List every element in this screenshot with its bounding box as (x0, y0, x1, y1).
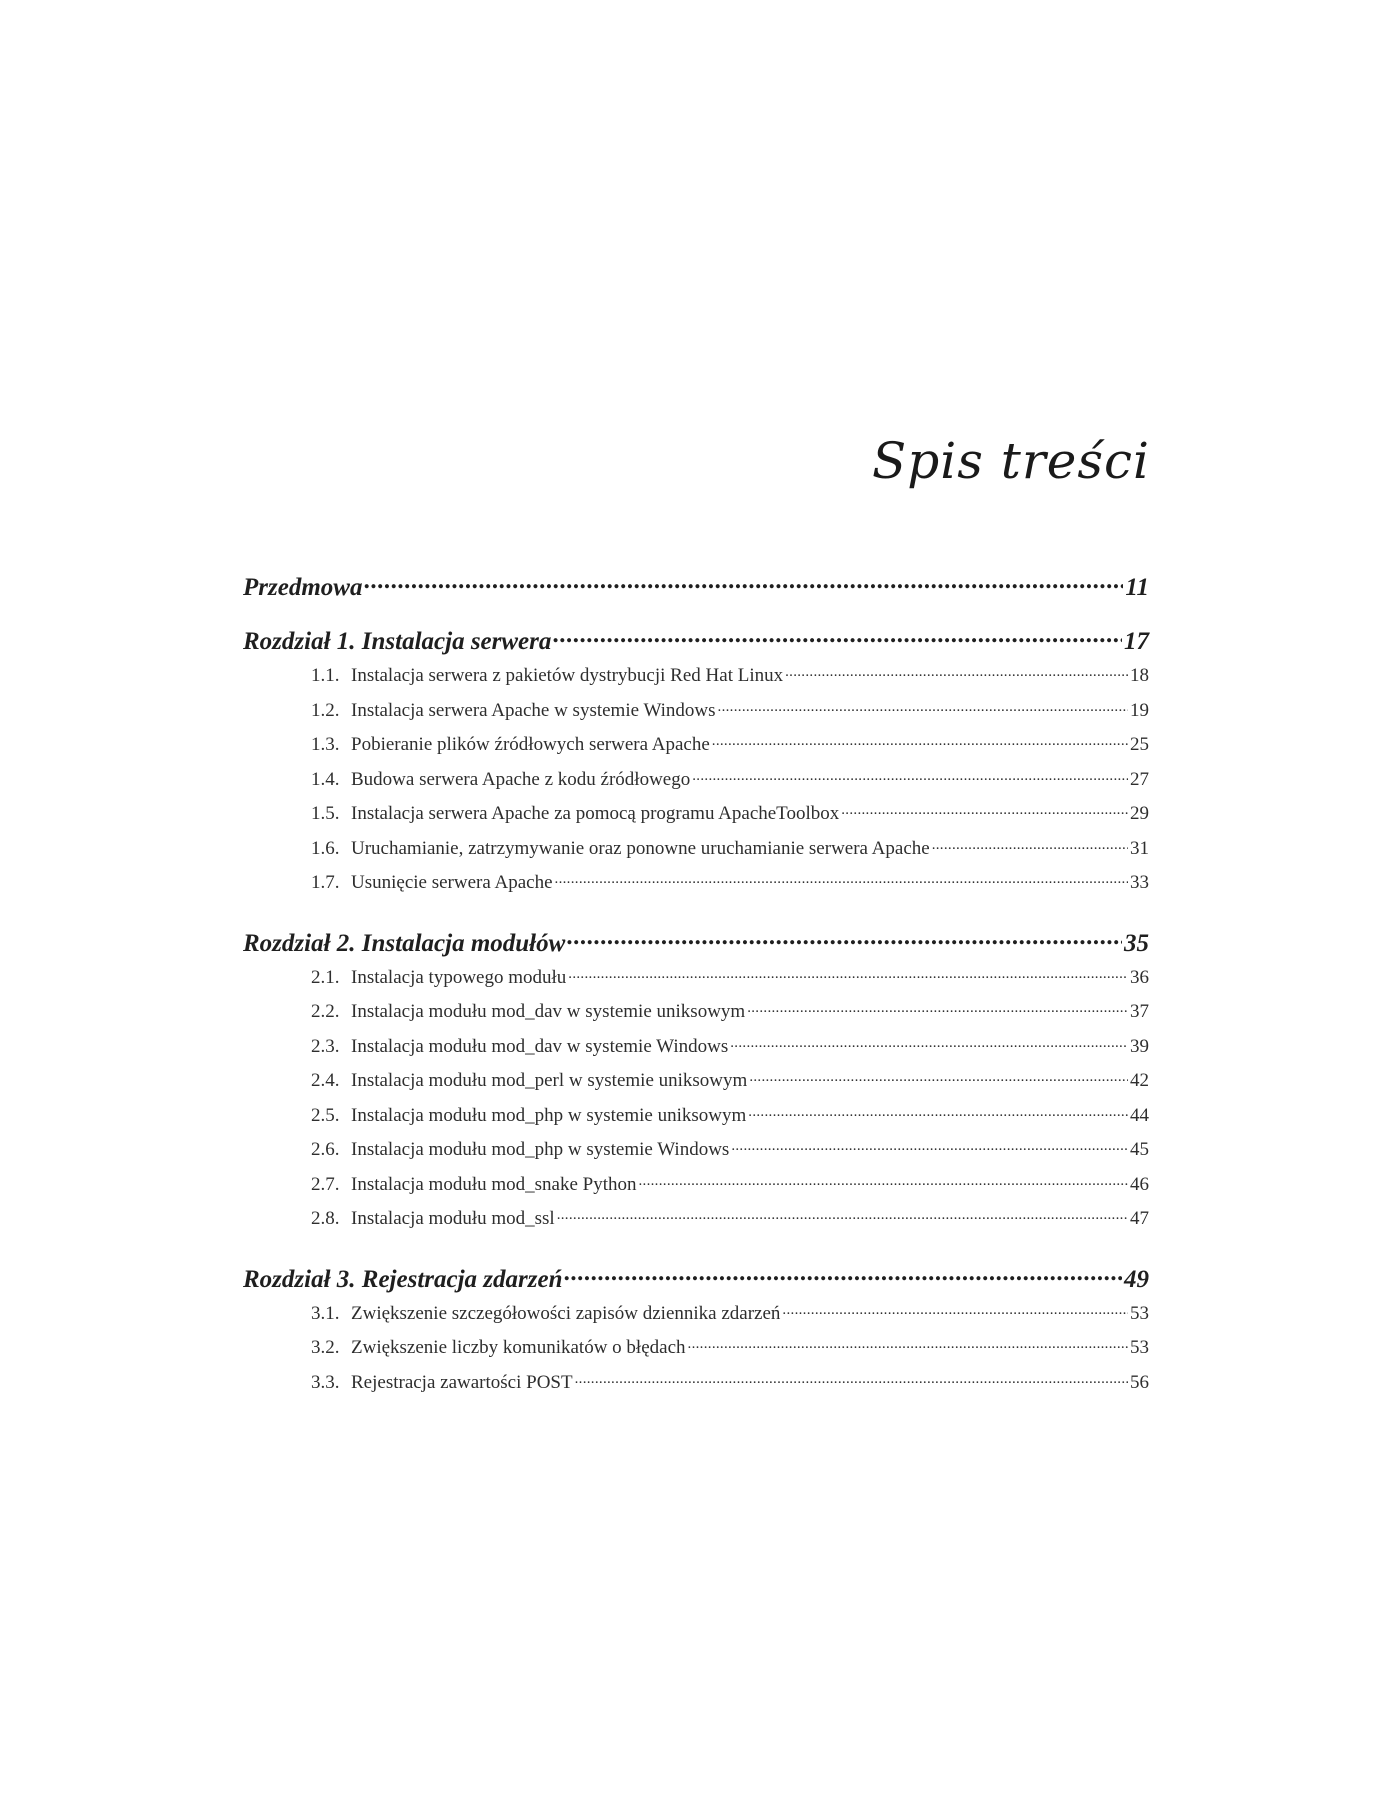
toc-section-list (243, 659, 1149, 901)
toc-section-row[interactable] (243, 1064, 1149, 1099)
toc-page-number: 35 (1124, 929, 1149, 957)
toc-chapter-3 (243, 1257, 1149, 1401)
toc-section-list (243, 961, 1149, 1237)
toc-page-number: 53 (1130, 1302, 1149, 1324)
toc-page-number: 53 (1130, 1337, 1149, 1358)
toc-section-row[interactable] (243, 728, 1149, 763)
toc-section-number: 1.5. (311, 803, 340, 824)
toc-section-label: Uruchamianie, zatrzymywanie oraz ponowne uruchamianie serwera Apache (351, 837, 930, 859)
toc-section-row[interactable] (243, 1168, 1149, 1203)
toc-page-number: 17 (1124, 628, 1149, 655)
toc-section-label: Instalacja modułu mod_dav w systemie uniksowym (351, 1001, 746, 1022)
toc-section-label: Instalacja modułu mod_ssl (351, 1208, 555, 1229)
toc-section-row[interactable] (243, 961, 1149, 996)
toc-page-number: 11 (1125, 574, 1149, 601)
toc-section-label: Usunięcie serwera Apache (351, 872, 553, 893)
toc-dot-leader (841, 797, 1128, 819)
toc-section-row[interactable] (243, 694, 1149, 729)
toc-page-number: 46 (1130, 1173, 1149, 1195)
toc-page-number: 33 (1130, 872, 1149, 893)
toc-section-row[interactable] (243, 1133, 1149, 1168)
toc-dot-leader (688, 1331, 1128, 1353)
toc-section-number: 2.8. (311, 1208, 340, 1229)
toc-dot-leader (748, 1099, 1128, 1121)
toc-section-label: Instalacja modułu mod_snake Python (351, 1173, 637, 1195)
toc-page-number: 27 (1130, 768, 1149, 790)
toc-section-label: Instalacja modułu mod_php w systemie uniksowym (351, 1104, 747, 1126)
toc-dot-leader (692, 763, 1128, 785)
toc-section-label: Instalacja modułu mod_dav w systemie Windows (351, 1035, 729, 1057)
toc-section-label: Pobieranie plików źródłowych serwera Apache (351, 734, 710, 755)
toc-section-label: Budowa serwera Apache z kodu źródłowego (351, 768, 691, 790)
toc-section-row[interactable] (243, 1030, 1149, 1065)
toc-dot-leader (638, 1168, 1128, 1190)
toc-section-list (243, 1297, 1149, 1401)
toc-page-number: 47 (1130, 1208, 1149, 1229)
toc-section-row[interactable] (243, 995, 1149, 1030)
toc-section-label: Instalacja modułu mod_perl w systemie uniksowym (351, 1070, 748, 1091)
toc-chapter-preface (243, 565, 1149, 599)
toc-section-label: Instalacja serwera Apache w systemie Windows (351, 699, 716, 721)
toc-chapter-label: Przedmowa (243, 574, 363, 601)
toc-dot-leader (557, 1202, 1128, 1224)
toc-chapter-row[interactable] (243, 921, 1149, 955)
toc-chapter-label: Rozdział 3. Rejestracja zdarzeń (243, 1265, 563, 1293)
toc-section-row[interactable] (243, 1099, 1149, 1134)
toc-dot-leader (555, 866, 1128, 888)
toc-section-number: 1.4. (311, 768, 340, 790)
toc-dot-leader (575, 1366, 1128, 1388)
toc-section-number: 2.2. (311, 1001, 340, 1022)
toc-section-row[interactable] (243, 659, 1149, 694)
toc-section-number: 3.1. (311, 1302, 340, 1324)
toc-dot-leader (567, 921, 1122, 951)
toc-chapter-row[interactable] (243, 565, 1149, 599)
toc-section-label: Zwiększenie liczby komunikatów o błędach (351, 1337, 686, 1358)
toc-section-number: 2.5. (311, 1104, 340, 1126)
toc-page-number: 25 (1130, 734, 1149, 755)
toc-section-row[interactable] (243, 797, 1149, 832)
toc-dot-leader (747, 995, 1128, 1017)
toc-section-label: Zwiększenie szczegółowości zapisów dziennika zdarzeń (351, 1302, 781, 1324)
toc-section-row[interactable] (243, 832, 1149, 867)
page-title: Spis treści (871, 432, 1150, 490)
toc-page-number: 37 (1130, 1001, 1149, 1022)
toc-section-number: 3.2. (311, 1337, 340, 1358)
toc-section-number: 1.6. (311, 837, 340, 859)
toc-page-number: 19 (1130, 699, 1149, 721)
toc-section-number: 2.4. (311, 1070, 340, 1091)
toc-section-label: Rejestracja zawartości POST (351, 1371, 573, 1393)
toc-dot-leader (568, 961, 1128, 983)
toc-section-row[interactable] (243, 1202, 1149, 1237)
toc-chapter-label: Rozdział 1. Instalacja serwera (243, 628, 552, 655)
toc-section-label: Instalacja serwera Apache za pomocą programu ApacheToolbox (351, 803, 840, 824)
toc-section-row[interactable] (243, 1366, 1149, 1401)
toc-chapter-1 (243, 619, 1149, 901)
toc-section-number: 1.1. (311, 665, 340, 686)
toc-page-number: 42 (1130, 1070, 1149, 1091)
toc-section-number: 2.1. (311, 966, 340, 988)
toc-dot-leader (782, 1297, 1128, 1319)
toc-section-label: Instalacja typowego modułu (351, 966, 567, 988)
toc-page-number: 36 (1130, 966, 1149, 988)
toc-section-number: 1.2. (311, 699, 340, 721)
toc-section-row[interactable] (243, 866, 1149, 901)
toc-dot-leader (731, 1133, 1128, 1155)
toc-page-number: 45 (1130, 1139, 1149, 1160)
toc-section-number: 3.3. (311, 1371, 340, 1393)
toc-section-number: 2.6. (311, 1139, 340, 1160)
toc-section-number: 2.7. (311, 1173, 340, 1195)
toc-section-number: 1.3. (311, 734, 340, 755)
toc-page-number: 29 (1130, 803, 1149, 824)
toc-section-row[interactable] (243, 763, 1149, 798)
toc-page-number: 18 (1130, 665, 1149, 686)
toc-dot-leader (932, 832, 1128, 854)
toc-dot-leader (712, 728, 1128, 750)
toc-dot-leader (785, 659, 1128, 681)
toc-section-label: Instalacja serwera z pakietów dystrybucji Red Hat Linux (351, 665, 784, 686)
toc-dot-leader (553, 619, 1122, 649)
toc-section-number: 1.7. (311, 872, 340, 893)
toc-section-number: 2.3. (311, 1035, 340, 1057)
toc-chapter-2 (243, 921, 1149, 1237)
toc-chapter-row[interactable] (243, 1257, 1149, 1291)
toc-section-row[interactable] (243, 1331, 1149, 1366)
toc-dot-leader (564, 1257, 1122, 1287)
table-of-contents (243, 565, 1149, 1400)
toc-chapter-label: Rozdział 2. Instalacja modułów (243, 929, 566, 957)
toc-dot-leader (730, 1030, 1128, 1052)
toc-dot-leader (364, 565, 1123, 595)
toc-section-label: Instalacja modułu mod_php w systemie Windows (351, 1139, 730, 1160)
toc-page-number: 56 (1130, 1371, 1149, 1393)
toc-page-number: 31 (1130, 837, 1149, 859)
toc-chapter-row[interactable] (243, 619, 1149, 653)
toc-section-row[interactable] (243, 1297, 1149, 1332)
toc-page-number: 49 (1124, 1265, 1149, 1293)
toc-dot-leader (718, 694, 1128, 716)
toc-page-number: 44 (1130, 1104, 1149, 1126)
toc-dot-leader (749, 1064, 1128, 1086)
toc-page-number: 39 (1130, 1035, 1149, 1057)
